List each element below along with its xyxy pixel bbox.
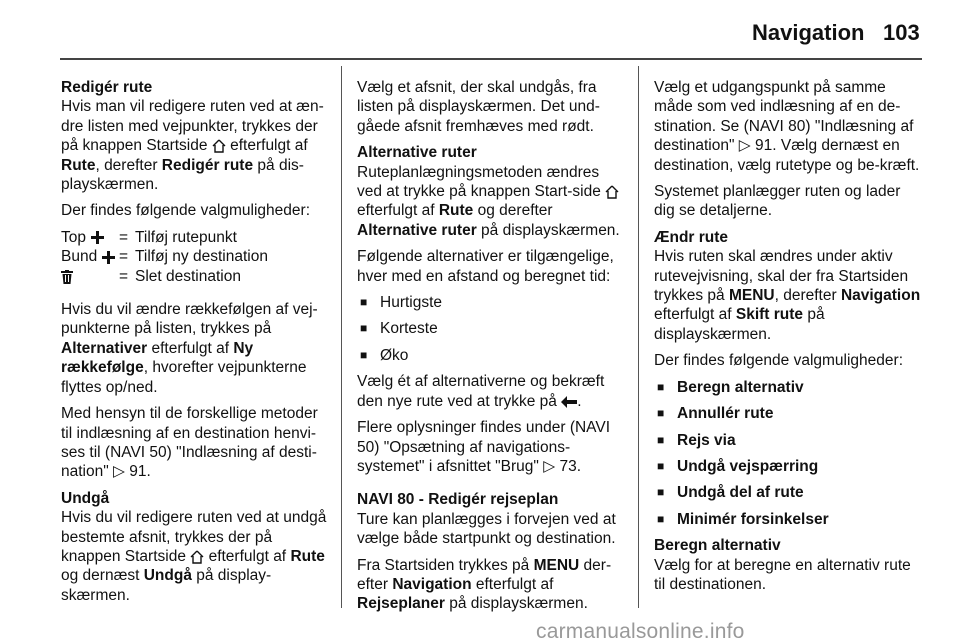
- column-divider-2: [638, 66, 639, 608]
- ui-term: Skift rute: [735, 306, 804, 324]
- option-eq: =: [119, 267, 129, 285]
- list-item-label: Øko: [380, 346, 409, 364]
- section-heading: Undgå: [61, 489, 110, 507]
- list-item-label: Korteste: [380, 320, 438, 338]
- body-text: på displayskærmen.: [444, 595, 588, 613]
- plus-icon: [91, 228, 104, 247]
- paragraph: Vælg et afsnit, der skal undgås, fra listen på displayskærmen. Det und-gåede afsnit fremhæves med rødt.: [357, 79, 600, 135]
- list-item: [654, 378, 924, 397]
- body-text: Flere oplysninger findes under (NAVI 50) "Opsætning af navigations-systemet" i afsnittet "Brug": [357, 419, 611, 475]
- body-text: Vælg et udgangspunkt på samme måde som ved indlæsning af en de-stination. Se (NAVI 80) "Indlæsning af destination": [654, 79, 914, 155]
- option-key: Bund: [61, 248, 98, 266]
- body-text: efterfulgt af: [654, 306, 736, 324]
- option-value: Slet destination: [135, 267, 241, 285]
- option-eq: =: [119, 248, 129, 266]
- bullet-icon: ■: [657, 511, 665, 526]
- list-item: [357, 346, 625, 365]
- ui-term: Rute: [61, 156, 96, 174]
- bullet-icon: ■: [657, 485, 665, 500]
- body-text: Hvis man vil redigere ruten ved at æn-dre listen med vejpunkter, trykkes der på knappen Startside: [61, 98, 324, 155]
- body-text: og dernæst: [61, 567, 144, 585]
- body-text: på dis-playskærmen.: [61, 156, 304, 194]
- list-item: [654, 457, 924, 476]
- ui-term: Rute: [290, 547, 325, 565]
- home-icon: [190, 548, 204, 565]
- body-text: , derefter: [774, 287, 841, 305]
- body-text: Ture kan planlægges i forvejen ved at vælge både startpunkt og destination.: [357, 510, 616, 548]
- section-heading: Alternative ruter: [357, 144, 477, 162]
- paragraph: Systemet planlægger ruten og lader dig se detaljerne.: [654, 183, 901, 220]
- body-text: , derefter: [95, 156, 162, 174]
- paragraph: Der findes følgende valgmuligheder:: [61, 202, 310, 220]
- bullet-icon: ■: [657, 406, 665, 421]
- body-text: Vælg dernæst en destination, vælg rutetype og be-kræft.: [654, 137, 920, 174]
- section-beregn-alternativ: [654, 536, 924, 594]
- column-3: [654, 78, 924, 601]
- ui-term: Navigation: [840, 287, 921, 305]
- header-divider: [60, 58, 922, 60]
- list-item-label: Rejs via: [677, 431, 736, 449]
- paragraph: Der findes følgende valgmuligheder:: [654, 352, 903, 370]
- page-number: 103: [883, 20, 920, 45]
- paragraph: [357, 418, 625, 476]
- home-icon: [605, 183, 619, 200]
- paragraph: [61, 404, 327, 482]
- page-ref: 73.: [559, 457, 582, 475]
- list-item-label: Minimér forsinkelser: [677, 510, 829, 528]
- body-text: Ruteplanlægningsmetoden ændres ved at trykke på knappen Start-side: [357, 163, 606, 201]
- back-arrow-icon: [561, 393, 577, 410]
- page-ref-icon: ▷: [113, 463, 125, 481]
- body-text: Vælg ét af alternativerne og bekræft den nye rute ved at trykke på: [357, 373, 605, 410]
- ui-term: Redigér rute: [161, 156, 254, 174]
- page-ref: 91.: [129, 463, 151, 481]
- list-item: [654, 404, 924, 423]
- section-heading: NAVI 80 - Redigér rejseplan: [357, 491, 559, 509]
- list-item: [654, 483, 924, 502]
- bullet-icon: ■: [657, 458, 665, 473]
- home-icon: [212, 137, 226, 154]
- ui-term: Rejseplaner: [357, 595, 445, 613]
- ui-term: Ny rækkefølge: [61, 339, 254, 377]
- options-table: [61, 228, 327, 286]
- bullet-icon: ■: [657, 432, 665, 447]
- section-navi80: [357, 490, 625, 548]
- trash-icon: [61, 267, 73, 286]
- list-item-label: Beregn alternativ: [677, 378, 804, 396]
- ui-term: Navigation: [392, 575, 472, 593]
- section-heading: Redigér rute: [61, 79, 153, 96]
- body-text: på displayskærmen.: [654, 306, 825, 343]
- page-header: [0, 0, 960, 60]
- paragraph: [357, 372, 625, 411]
- page-ref: 91.: [755, 137, 777, 155]
- body-text: efterfulgt af: [147, 339, 234, 357]
- list-item: [654, 431, 924, 450]
- options-row: [61, 267, 327, 286]
- paragraph: [61, 300, 327, 397]
- list-item-label: Undgå vejspærring: [677, 457, 819, 475]
- paragraph: Følgende alternativer er tilgængelige, hver med en afstand og beregnet tid:: [357, 248, 614, 285]
- list-item-label: Undgå del af rute: [677, 484, 804, 502]
- ui-term: Rute: [438, 202, 474, 220]
- list-item: [654, 510, 924, 529]
- list-item: [357, 293, 625, 312]
- section-ændr-rute: [654, 228, 924, 344]
- body-text: og derefter: [473, 202, 553, 220]
- body-text: Med hensyn til de forskellige metoder til indlæsning af en destination henvi-ses til (NAVI 50) "Indlæsning af desti-nation": [61, 405, 318, 481]
- list-item: [357, 319, 625, 338]
- body-text: Hvis du vil redigere ruten ved at undgå bestemte afsnit, trykkes der på knappen Startside: [61, 509, 327, 565]
- plus-icon: [102, 247, 115, 266]
- page-ref-icon: ▷: [543, 457, 556, 475]
- page-ref-icon: ▷: [738, 137, 751, 155]
- bullet-icon: ■: [360, 295, 368, 310]
- body-text: på displayskærmen.: [476, 221, 620, 239]
- body-text: efterfulgt af: [225, 137, 308, 155]
- paragraph: [357, 556, 625, 614]
- bullet-icon: ■: [360, 321, 368, 336]
- option-eq: =: [119, 228, 129, 246]
- ui-term: MENU: [728, 287, 775, 305]
- option-key: Top: [61, 228, 86, 246]
- body-text: efterfulgt af: [357, 202, 439, 220]
- section-heading: Ændr rute: [654, 228, 729, 246]
- column-1: [61, 78, 327, 612]
- body-text: Hvis du vil ændre rækkefølgen af vej-punkterne på listen, trykkes på: [61, 301, 318, 338]
- body-text: Fra Startsiden trykkes på: [357, 556, 534, 574]
- list-item-label: Annullér rute: [677, 405, 774, 423]
- section-undgå: [61, 489, 327, 605]
- ui-term: Alternative ruter: [357, 221, 477, 239]
- paragraph: [654, 78, 924, 175]
- bullet-icon: ■: [360, 347, 368, 362]
- body-text: Vælg for at beregne en alternativ rute til destinationen.: [654, 556, 911, 593]
- body-text: efterfulgt af: [471, 575, 554, 593]
- body-text: .: [577, 392, 582, 410]
- section-heading: Beregn alternativ: [654, 537, 781, 555]
- section-alternative-ruter: [357, 143, 625, 240]
- body-text: på display-skærmen.: [61, 567, 272, 604]
- body-text: der-efter: [357, 556, 612, 593]
- ui-term: Undgå: [143, 567, 192, 585]
- body-text: Hvis ruten skal ændres under aktiv rutevejvisning, skal der fra Startsiden trykkes på: [654, 248, 909, 305]
- section-redigér-rute: [61, 78, 327, 194]
- option-value: Tilføj ny destination: [135, 248, 268, 266]
- options-row: [61, 247, 327, 266]
- ui-term: MENU: [533, 556, 580, 574]
- watermark: carmanualsonline.info: [536, 620, 745, 643]
- options-row: [61, 228, 327, 247]
- page-title: Navigation: [752, 20, 865, 45]
- column-2: [357, 78, 625, 621]
- option-value: Tilføj rutepunkt: [135, 228, 237, 246]
- ui-term: Alternativer: [61, 339, 148, 357]
- bullet-icon: ■: [657, 379, 665, 394]
- body-text: , hvorefter vejpunkterne flyttes op/ned.: [61, 359, 307, 396]
- column-divider-1: [341, 66, 342, 608]
- body-text: efterfulgt af: [204, 547, 291, 565]
- list-item-label: Hurtigste: [380, 294, 443, 312]
